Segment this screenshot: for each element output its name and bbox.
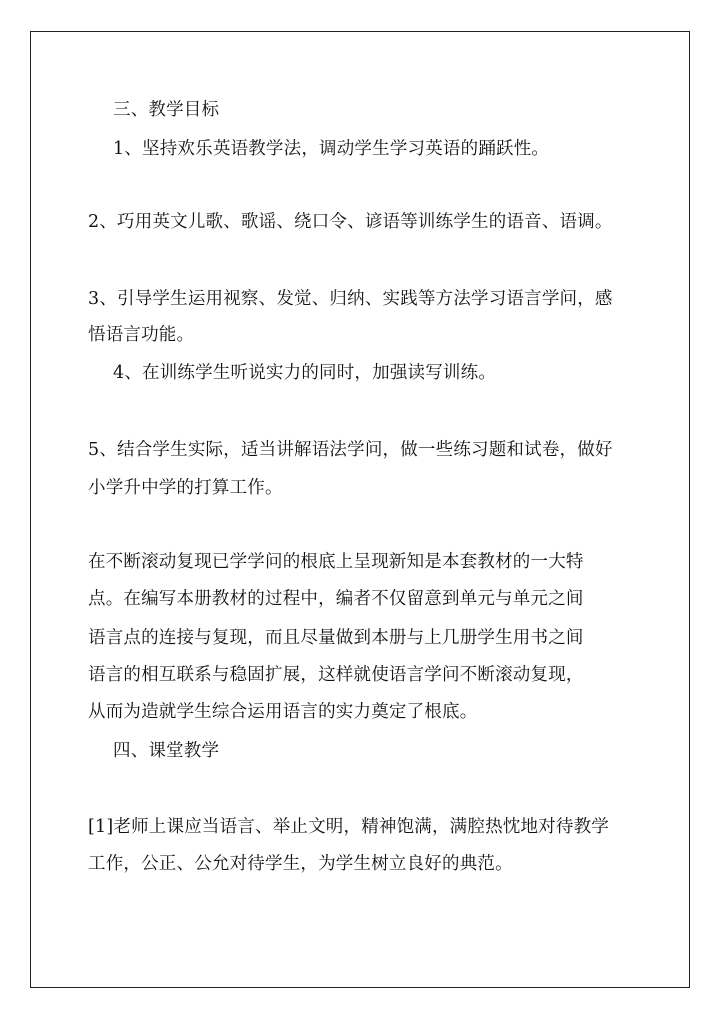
paragraph-line-4: 语言的相互联系与稳固扩展，这样就使语言学问不断滚动复现， (88, 665, 584, 685)
goal-item-3-line-2: 悟语言功能。 (88, 325, 195, 345)
goal-item-1: 1、坚持欢乐英语教学法，调动学生学习英语的踊跃性。 (113, 139, 550, 159)
goal-item-5-line-1: 5、结合学生实际，适当讲解语法学问，做一些练习题和试卷，做好 (88, 440, 613, 460)
classroom-item-1-line-2: 工作，公正、公允对待学生，为学生树立良好的典范。 (88, 854, 513, 874)
section-heading-teaching-goals: 三、教学目标 (113, 100, 220, 120)
page-border (30, 31, 690, 988)
paragraph-line-3: 语言点的连接与复现，而且尽量做到本册与上几册学生用书之间 (88, 628, 584, 648)
goal-item-2: 2、巧用英文儿歌、歌谣、绕口令、谚语等训练学生的语音、语调。 (88, 212, 613, 232)
classroom-item-1-line-1: [1]老师上课应当语言、举止文明，精神饱满，满腔热忱地对待教学 (88, 817, 609, 837)
goal-item-3-line-1: 3、引导学生运用视察、发觉、归纳、实践等方法学习语言学问，感 (88, 289, 613, 309)
paragraph-line-2: 点。在编写本册教材的过程中，编者不仅留意到单元与单元之间 (88, 589, 584, 609)
paragraph-line-1: 在不断滚动复现已学学问的根底上呈现新知是本套教材的一大特 (88, 552, 584, 572)
section-heading-classroom-teaching: 四、课堂教学 (113, 741, 220, 761)
goal-item-4: 4、在训练学生听说实力的同时，加强读写训练。 (113, 363, 497, 383)
paragraph-line-5: 从而为造就学生综合运用语言的实力奠定了根底。 (88, 702, 478, 722)
goal-item-5-line-2: 小学升中学的打算工作。 (88, 478, 283, 498)
